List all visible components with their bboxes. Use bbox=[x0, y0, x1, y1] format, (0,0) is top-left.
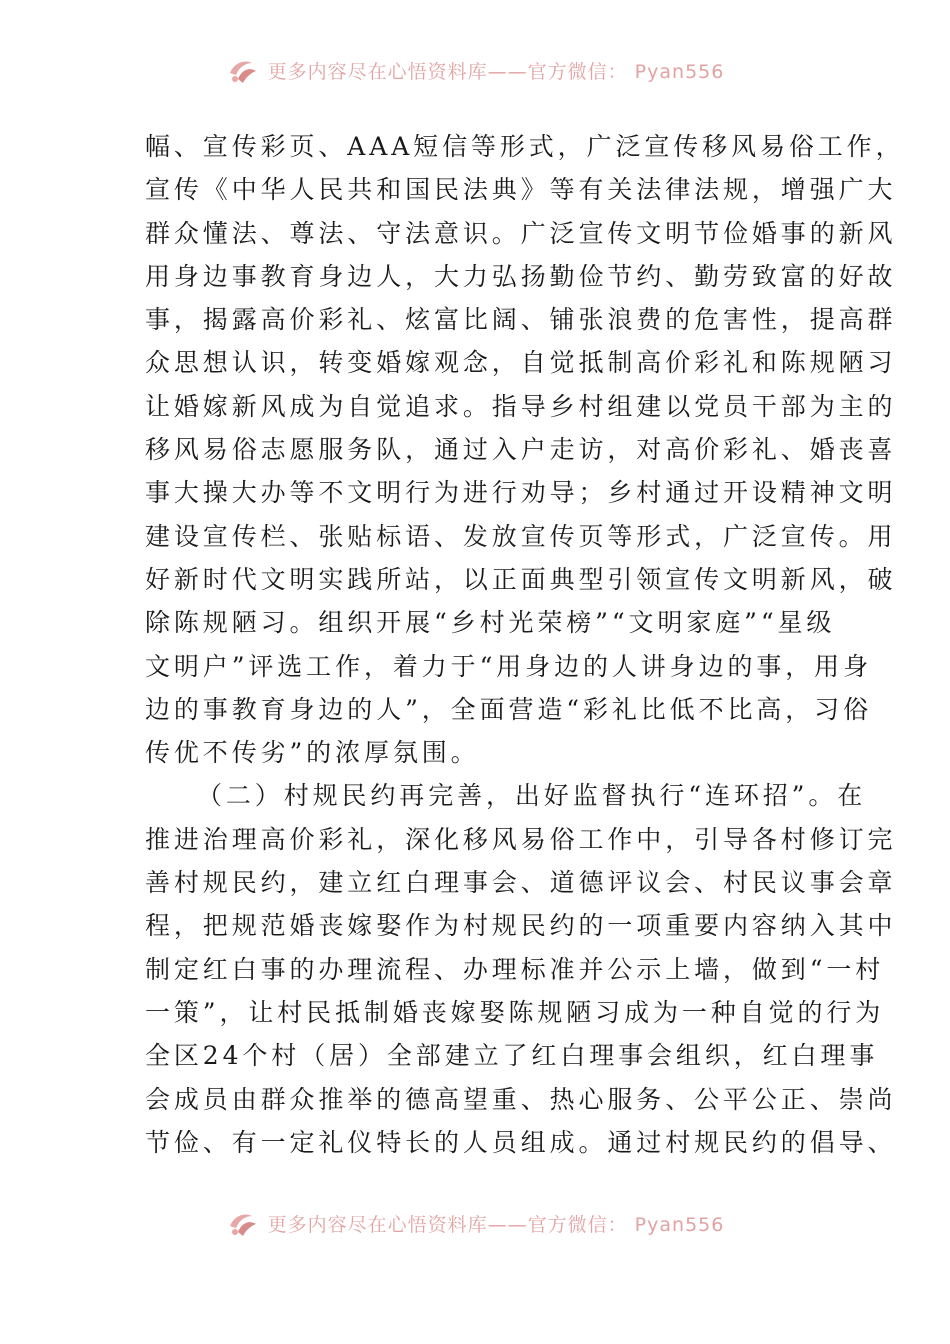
text-line: 制定红白事的办理流程、办理标准并公示上墙，做到“一村 bbox=[145, 954, 885, 984]
text-line: 建设宣传栏、张贴标语、发放宣传页等形式，广泛宣传。用 bbox=[145, 521, 897, 551]
text-line: 幅、宣传彩页、AAA短信等形式，广泛宣传移风易俗工作， bbox=[145, 132, 905, 161]
header-watermark bbox=[0, 50, 950, 90]
text-line: 除陈规陋习。组织开展“乡村光荣榜”“文明家庭”“星级 bbox=[145, 608, 836, 638]
text-line: 推进治理高价彩礼，深化移风易俗工作中，引导各村修订完 bbox=[145, 824, 897, 854]
text-line: 会成员由群众推举的德高望重、热心服务、公平公正、崇尚 bbox=[145, 1084, 897, 1114]
text-line: 善村规民约，建立红白理事会、道德评议会、村民议事会章 bbox=[145, 868, 897, 898]
document-body bbox=[145, 125, 905, 1164]
text-line: 好新时代文明实践所站，以正面典型引领宣传文明新风，破 bbox=[145, 564, 897, 594]
watermark-logo-icon bbox=[226, 55, 260, 85]
watermark-text: 更多内容尽在心悟资料库——官方微信： Pyan556 bbox=[267, 60, 725, 83]
text-line: 事大操大办等不文明行为进行劝导；乡村通过开设精神文明 bbox=[145, 478, 897, 508]
text-line: 移风易俗志愿服务队，通过入户走访，对高价彩礼、婚丧喜 bbox=[145, 435, 897, 465]
text-line: 让婚嫁新风成为自觉追求。指导乡村组建以党员干部为主的 bbox=[145, 391, 897, 421]
text-line: 用身边事教育身边人，大力弘扬勤俭节约、勤劳致富的好故 bbox=[145, 261, 897, 291]
footer-watermark bbox=[0, 1203, 950, 1243]
text-line: 传优不传劣”的浓厚氛围。 bbox=[145, 738, 480, 768]
text-line: 宣传《中华人民共和国民法典》等有关法律法规，增强广大 bbox=[145, 175, 897, 205]
text-line: 程，把规范婚丧嫁娶作为村规民约的一项重要内容纳入其中 bbox=[145, 911, 897, 941]
text-line: 全区24个村（居）全部建立了红白理事会组织，红白理事 bbox=[145, 1041, 879, 1071]
text-line: 文明户”评选工作，着力于“用身边的人讲身边的事，用身 bbox=[145, 651, 872, 681]
text-line: 一策”，让村民抵制婚丧嫁娶陈规陋习成为一种自觉的行为 bbox=[145, 997, 885, 1027]
text-line: 边的事教育身边的人”，全面营造“彩礼比低不比高，习俗 bbox=[145, 694, 872, 724]
watermark-logo-icon bbox=[226, 1208, 260, 1238]
text-line: 事，揭露高价彩礼、炫富比阔、铺张浪费的危害性，提高群 bbox=[145, 305, 897, 335]
text-line: 节俭、有一定礼仪特长的人员组成。通过村规民约的倡导、 bbox=[145, 1127, 897, 1157]
text-line: 群众懂法、尊法、守法意识。广泛宣传文明节俭婚事的新风 bbox=[145, 218, 897, 248]
text-line: 众思想认识，转变婚嫁观念，自觉抵制高价彩礼和陈规陋习 bbox=[145, 348, 897, 378]
watermark-text: 更多内容尽在心悟资料库——官方微信： Pyan556 bbox=[267, 1213, 725, 1236]
section-heading-line: （二）村规民约再完善，出好监督执行“连环招”。在 bbox=[197, 781, 867, 811]
